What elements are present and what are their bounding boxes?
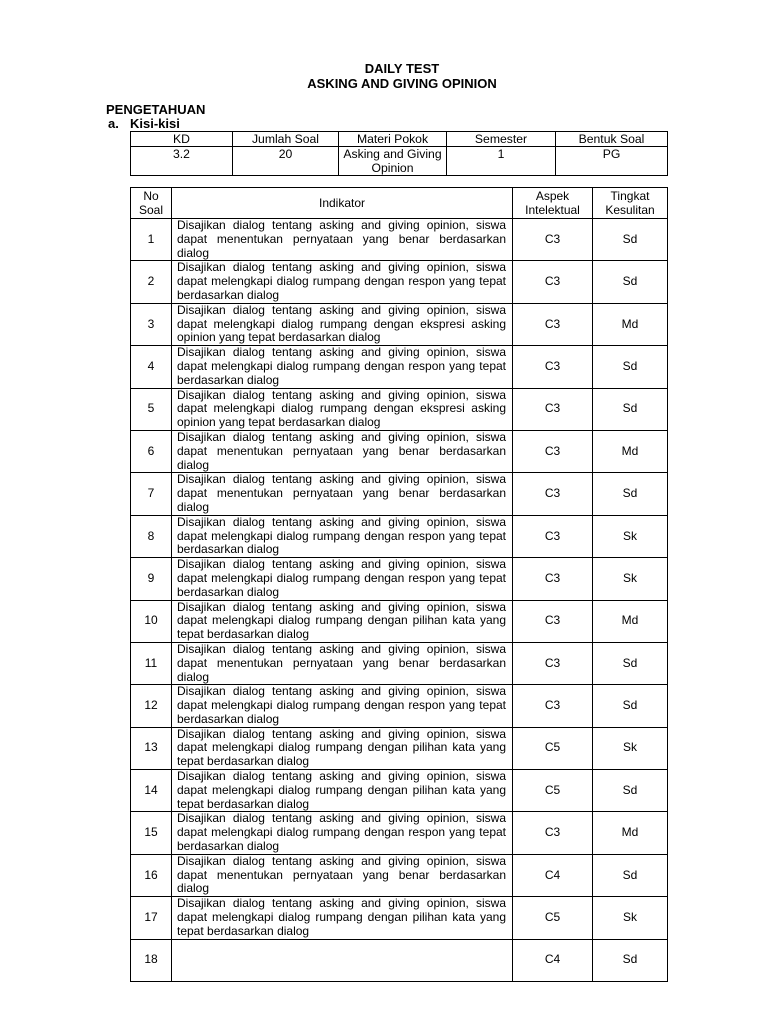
table-row [131,558,668,600]
kisi-cell-jumlah-soal: 20 [233,147,339,176]
row-indikator: Disajikan dialog tentang asking and giving opinion, siswa dapat melengkapi dialog rumpang dengan respon yang tepat berdasarkan dialog [172,558,513,600]
row-number: 18 [131,939,172,981]
row-indikator: Disajikan dialog tentang asking and giving opinion, siswa dapat melengkapi dialog rumpang dengan ekspresi asking opinion yang tepat berdasarkan dialog [172,388,513,430]
kisi-row [131,147,668,176]
row-aspek: C5 [513,770,593,812]
table-row [131,346,668,388]
kisi-cell-materi-pokok: Asking and Giving Opinion [339,147,447,176]
row-indikator: Disajikan dialog tentang asking and giving opinion, siswa dapat melengkapi dialog rumpang dengan respon yang tepat berdasarkan dialog [172,685,513,727]
row-indikator: Disajikan dialog tentang asking and giving opinion, siswa dapat melengkapi dialog rumpang dengan respon yang tepat berdasarkan dialog [172,346,513,388]
row-indikator: Disajikan dialog tentang asking and giving opinion, siswa dapat melengkapi dialog rumpang dengan pilihan kata yang tepat berdasarkan dialog [172,727,513,769]
row-aspek: C4 [513,939,593,981]
ind-header-indikator: Indikator [172,188,513,219]
row-indikator: Disajikan dialog tentang asking and giving opinion, siswa dapat menentukan pernyataan yang benar berdasarkan dialog [172,642,513,684]
subsection-marker: a. [108,116,119,131]
document-title: DAILY TEST [364,61,440,76]
kisi-header-jumlah-soal: Jumlah Soal [233,132,339,147]
table-row [131,854,668,896]
row-number: 13 [131,727,172,769]
table-row [131,515,668,557]
row-indikator: Disajikan dialog tentang asking and giving opinion, siswa dapat menentukan pernyataan yang benar berdasarkan dialog [172,430,513,472]
row-aspek: C3 [513,388,593,430]
row-tingkat: Md [593,303,668,345]
row-indikator: Disajikan dialog tentang asking and giving opinion, siswa dapat melengkapi dialog rumpang dengan ekspresi asking opinion yang tepat berdasarkan dialog [172,303,513,345]
kisi-header-materi-pokok: Materi Pokok [339,132,447,147]
row-number: 17 [131,897,172,939]
document-subtitle: ASKING AND GIVING OPINION [307,76,497,91]
row-tingkat: Sd [593,346,668,388]
row-indikator: Disajikan dialog tentang asking and giving opinion, siswa dapat melengkapi dialog rumpang dengan respon yang tepat berdasarkan dialog [172,812,513,854]
row-tingkat: Sd [593,261,668,303]
row-tingkat: Sd [593,939,668,981]
kisi-cell-bentuk-soal: PG [556,147,668,176]
row-tingkat: Sd [593,219,668,261]
row-tingkat: Sd [593,642,668,684]
row-tingkat: Sd [593,388,668,430]
table-row [131,642,668,684]
row-tingkat: Md [593,812,668,854]
row-aspek: C3 [513,642,593,684]
table-row [131,473,668,515]
row-aspek: C3 [513,600,593,642]
row-indikator: Disajikan dialog tentang asking and giving opinion, siswa dapat melengkapi dialog rumpang dengan pilihan kata yang tepat berdasarkan dialog [172,770,513,812]
row-tingkat: Sd [593,473,668,515]
row-aspek: C3 [513,812,593,854]
table-row [131,303,668,345]
row-number: 5 [131,388,172,430]
table-row [131,939,668,981]
table-row [131,770,668,812]
ind-header-aspek: Aspek Intelektual [513,188,593,219]
row-number: 1 [131,219,172,261]
kisi-header-kd: KD [131,132,233,147]
row-aspek: C4 [513,854,593,896]
kisi-kisi-table [130,131,668,176]
row-aspek: C3 [513,261,593,303]
ind-header-tingkat: Tingkat Kesulitan [593,188,668,219]
row-aspek: C3 [513,558,593,600]
row-number: 7 [131,473,172,515]
row-indikator: Disajikan dialog tentang asking and giving opinion, siswa dapat melengkapi dialog rumpang dengan pilihan kata yang tepat berdasarkan dialog [172,600,513,642]
table-row [131,600,668,642]
indicator-table-body [131,219,668,982]
row-aspek: C3 [513,303,593,345]
kisi-cell-kd: 3.2 [131,147,233,176]
row-number: 16 [131,854,172,896]
row-indikator: Disajikan dialog tentang asking and giving opinion, siswa dapat melengkapi dialog rumpang dengan respon yang tepat berdasarkan dialog [172,261,513,303]
row-number: 10 [131,600,172,642]
table-row [131,219,668,261]
row-aspek: C3 [513,473,593,515]
row-tingkat: Sd [593,685,668,727]
row-number: 8 [131,515,172,557]
row-aspek: C3 [513,515,593,557]
table-row [131,897,668,939]
row-tingkat: Sd [593,854,668,896]
row-number: 14 [131,770,172,812]
kisi-header-semester: Semester [447,132,556,147]
row-tingkat: Sk [593,558,668,600]
document-header [0,61,768,91]
kisi-header-bentuk-soal: Bentuk Soal [556,132,668,147]
table-row [131,685,668,727]
row-number: 15 [131,812,172,854]
row-indikator [172,939,513,981]
row-indikator: Disajikan dialog tentang asking and giving opinion, siswa dapat menentukan pernyataan yang benar berdasarkan dialog [172,219,513,261]
row-aspek: C5 [513,897,593,939]
indicator-table [130,187,668,982]
table-row [131,812,668,854]
row-tingkat: Md [593,430,668,472]
kisi-cell-semester: 1 [447,147,556,176]
table-row [131,261,668,303]
row-tingkat: Sk [593,897,668,939]
subsection-heading [108,116,180,131]
row-indikator: Disajikan dialog tentang asking and giving opinion, siswa dapat melengkapi dialog rumpang dengan pilihan kata yang tepat berdasarkan dialog [172,897,513,939]
row-number: 3 [131,303,172,345]
table-row [131,727,668,769]
row-tingkat: Sk [593,515,668,557]
row-number: 11 [131,642,172,684]
row-indikator: Disajikan dialog tentang asking and giving opinion, siswa dapat menentukan pernyataan yang benar berdasarkan dialog [172,473,513,515]
row-indikator: Disajikan dialog tentang asking and giving opinion, siswa dapat menentukan pernyataan yang benar berdasarkan dialog [172,854,513,896]
ind-header-no-soal: No Soal [131,188,172,219]
row-aspek: C3 [513,685,593,727]
table-row [131,430,668,472]
section-heading: PENGETAHUAN [106,102,206,117]
row-number: 2 [131,261,172,303]
row-number: 9 [131,558,172,600]
row-number: 12 [131,685,172,727]
row-aspek: C3 [513,219,593,261]
row-number: 6 [131,430,172,472]
row-tingkat: Sk [593,727,668,769]
row-aspek: C3 [513,346,593,388]
table-row [131,388,668,430]
row-number: 4 [131,346,172,388]
row-tingkat: Md [593,600,668,642]
row-indikator: Disajikan dialog tentang asking and giving opinion, siswa dapat melengkapi dialog rumpang dengan respon yang tepat berdasarkan dialog [172,515,513,557]
subsection-label: Kisi-kisi [130,116,180,131]
row-aspek: C3 [513,430,593,472]
row-tingkat: Sd [593,770,668,812]
row-aspek: C5 [513,727,593,769]
